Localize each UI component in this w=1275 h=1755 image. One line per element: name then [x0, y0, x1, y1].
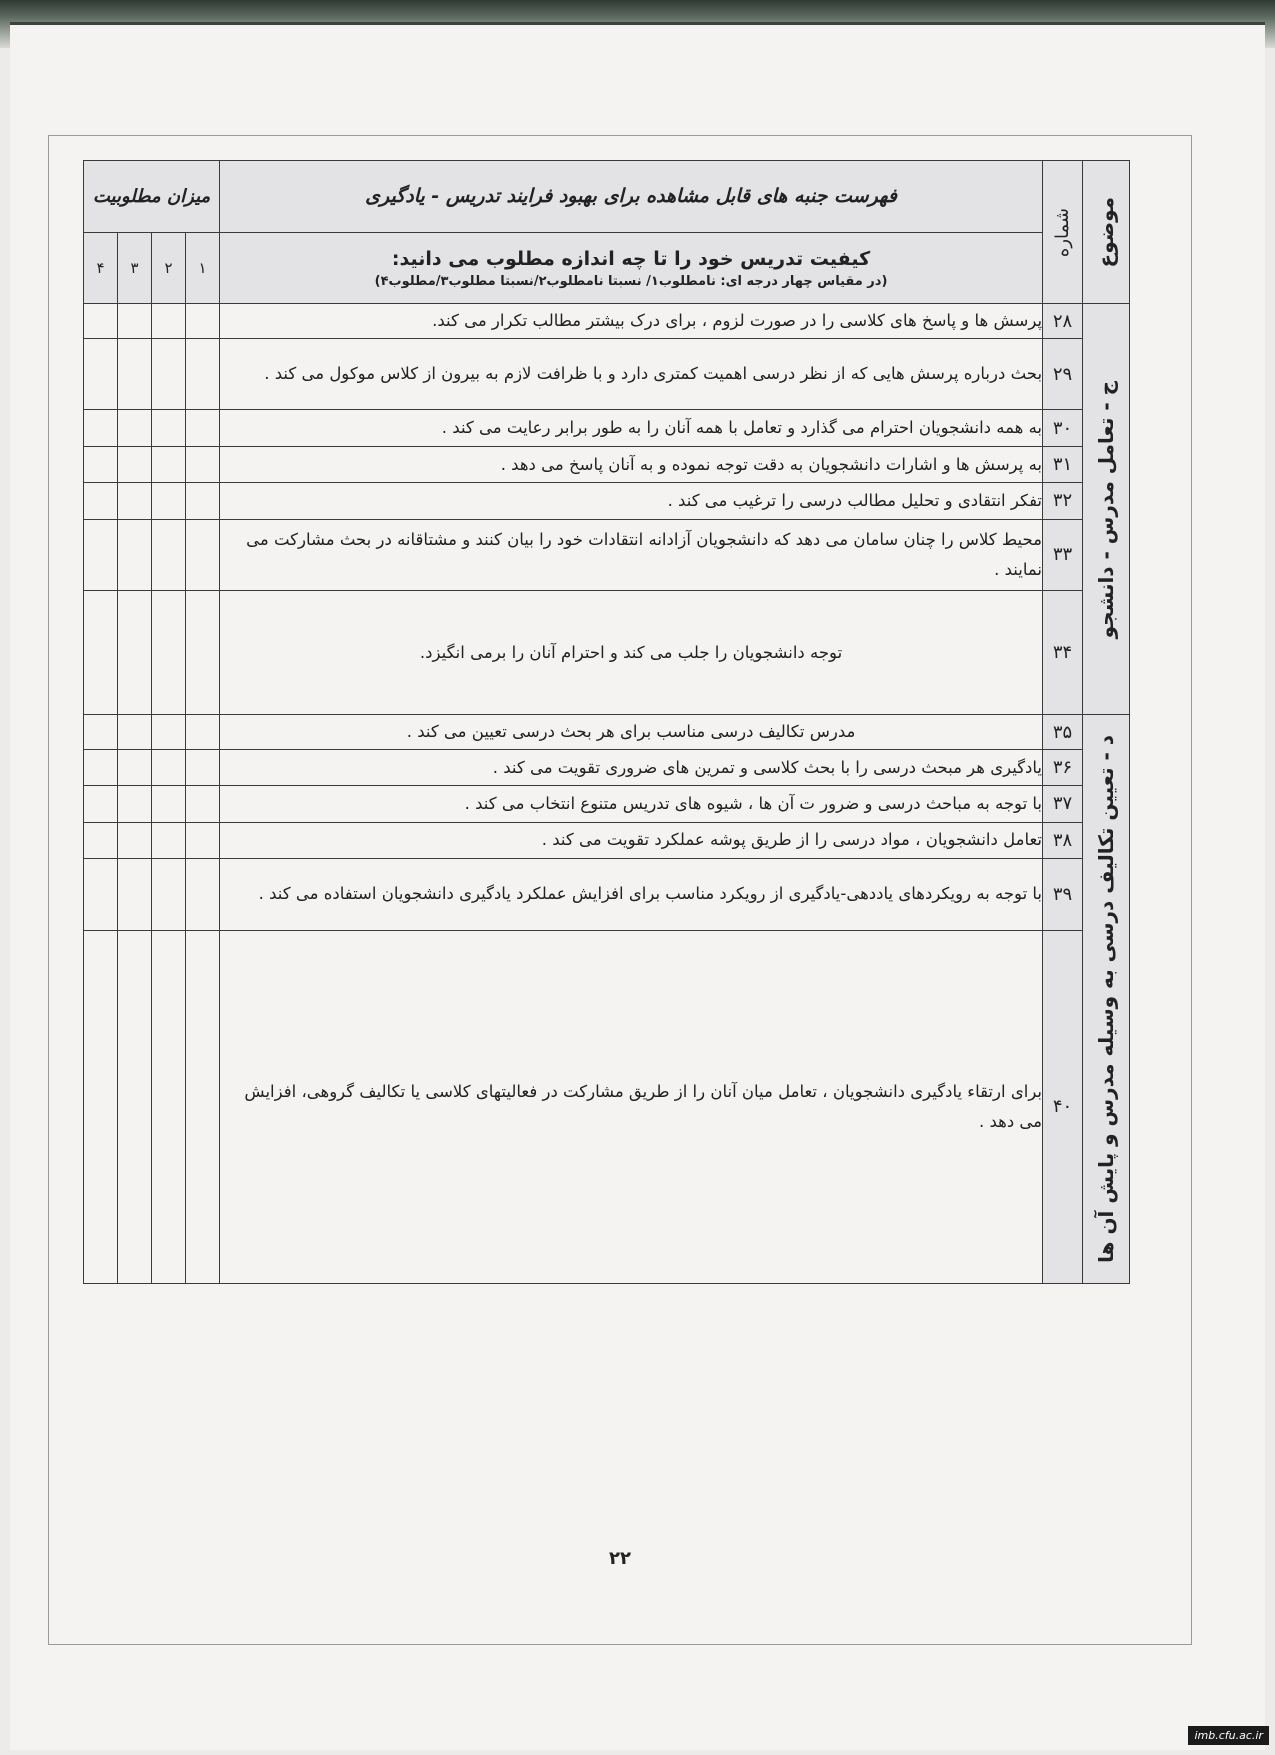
- item-text: توجه دانشجویان را جلب می کند و احترام آنان را برمی انگیزد.: [220, 591, 1043, 715]
- number-header: شماره: [1043, 161, 1083, 304]
- rating-scale: (در مقیاس چهار درجه ای: نامطلوب۱/ نسبتا نامطلوب۲/نسبتا مطلوب۳/مطلوب۴): [374, 273, 888, 289]
- rating-cell[interactable]: [186, 446, 220, 482]
- rating-cell[interactable]: [84, 930, 118, 1283]
- rating-cell[interactable]: [186, 591, 220, 715]
- rating-4-header: ۴: [84, 232, 118, 304]
- question: کیفیت تدریس خود را تا چه اندازه مطلوب می دانید:: [391, 247, 871, 270]
- rating-cell[interactable]: [84, 858, 118, 930]
- rating-cell[interactable]: [186, 338, 220, 410]
- item-text: برای ارتقاء یادگیری دانشجویان ، تعامل میان آنان را از طریق مشارکت در فعالیتهای کلاسی یا تکالیف گروهی، افزایش می دهد .: [220, 930, 1043, 1283]
- rating-cell[interactable]: [186, 786, 220, 822]
- rating-cell[interactable]: [84, 410, 118, 446]
- section-c-title: ج - تعامل مدرس - دانشجو: [1083, 304, 1130, 715]
- item-text: مدرس تکالیف درسی مناسب برای هر بحث درسی تعیین می کند .: [220, 715, 1043, 749]
- rating-cell[interactable]: [118, 519, 152, 591]
- rating-cell[interactable]: [118, 749, 152, 785]
- evaluation-table: [83, 160, 1130, 1284]
- rating-cell[interactable]: [186, 519, 220, 591]
- rating-cell[interactable]: [152, 591, 186, 715]
- item-number: ۳۹: [1043, 858, 1083, 930]
- rating-cell[interactable]: [152, 786, 186, 822]
- item-text: پرسش ها و پاسخ های کلاسی را در صورت لزوم ، برای درک بیشتر مطالب تکرار می کند.: [220, 304, 1043, 338]
- page-number: ۲۲: [609, 1548, 631, 1569]
- rating-cell[interactable]: [84, 715, 118, 749]
- item-number: ۳۰: [1043, 410, 1083, 446]
- item-number: ۳۸: [1043, 822, 1083, 858]
- rating-cell[interactable]: [152, 338, 186, 410]
- rating-cell[interactable]: [186, 483, 220, 519]
- rating-cell[interactable]: [152, 930, 186, 1283]
- rating-cell[interactable]: [152, 858, 186, 930]
- rating-cell[interactable]: [118, 591, 152, 715]
- item-text: تفکر انتقادی و تحلیل مطالب درسی را ترغیب می کند .: [220, 483, 1043, 519]
- item-number: ۲۸: [1043, 304, 1083, 338]
- rating-cell[interactable]: [152, 715, 186, 749]
- site-watermark: imb.cfu.ac.ir: [1188, 1726, 1269, 1745]
- rating-cell[interactable]: [152, 822, 186, 858]
- rating-cell[interactable]: [84, 519, 118, 591]
- item-number: ۲۹: [1043, 338, 1083, 410]
- rating-cell[interactable]: [118, 410, 152, 446]
- requirement-header: میزان مطلوبیت: [84, 161, 220, 233]
- item-number: ۳۱: [1043, 446, 1083, 482]
- rating-cell[interactable]: [152, 483, 186, 519]
- item-number: ۳۶: [1043, 749, 1083, 785]
- rating-cell[interactable]: [84, 822, 118, 858]
- rating-3-header: ۳: [118, 232, 152, 304]
- rating-cell[interactable]: [118, 446, 152, 482]
- item-text: تعامل دانشجویان ، مواد درسی را از طریق پوشه عملکرد تقویت می کند .: [220, 822, 1043, 858]
- rating-cell[interactable]: [118, 786, 152, 822]
- rating-cell[interactable]: [118, 822, 152, 858]
- rating-cell[interactable]: [84, 749, 118, 785]
- rating-cell[interactable]: [152, 519, 186, 591]
- rating-cell[interactable]: [118, 304, 152, 338]
- rating-1-header: ۱: [186, 232, 220, 304]
- rating-cell[interactable]: [186, 410, 220, 446]
- item-text: با توجه به رویکردهای یاددهی-یادگیری از رویکرد مناسب برای افزایش عملکرد یادگیری دانشجویان استفاده می کند .: [220, 858, 1043, 930]
- item-number: ۳۷: [1043, 786, 1083, 822]
- rating-cell[interactable]: [152, 446, 186, 482]
- rating-cell[interactable]: [118, 858, 152, 930]
- rating-cell[interactable]: [186, 715, 220, 749]
- rating-cell[interactable]: [84, 446, 118, 482]
- rating-cell[interactable]: [118, 338, 152, 410]
- rating-cell[interactable]: [118, 930, 152, 1283]
- subject-header: موضوع: [1083, 161, 1130, 304]
- item-number: ۳۳: [1043, 519, 1083, 591]
- rating-2-header: ۲: [152, 232, 186, 304]
- rating-cell[interactable]: [84, 483, 118, 519]
- rating-cell[interactable]: [84, 338, 118, 410]
- item-number: ۳۲: [1043, 483, 1083, 519]
- rating-cell[interactable]: [186, 930, 220, 1283]
- rating-cell[interactable]: [152, 304, 186, 338]
- rating-cell[interactable]: [118, 715, 152, 749]
- rating-cell[interactable]: [118, 483, 152, 519]
- item-text: به همه دانشجویان احترام می گذارد و تعامل با همه آنان را به طور برابر رعایت می کند .: [220, 410, 1043, 446]
- item-text: یادگیری هر مبحث درسی را با بحث کلاسی و تمرین های ضروری تقویت می کند .: [220, 749, 1043, 785]
- item-number: ۴۰: [1043, 930, 1083, 1283]
- rating-cell[interactable]: [84, 591, 118, 715]
- item-number: ۳۴: [1043, 591, 1083, 715]
- rating-cell[interactable]: [84, 786, 118, 822]
- item-text: محیط کلاس را چنان سامان می دهد که دانشجویان آزادانه انتقادات خود را بیان کنند و مشتاقانه در بحث مشارکت می نمایند .: [220, 519, 1043, 591]
- rating-cell[interactable]: [152, 749, 186, 785]
- rating-cell[interactable]: [152, 410, 186, 446]
- rating-cell[interactable]: [186, 749, 220, 785]
- item-text: به پرسش ها و اشارات دانشجویان به دقت توجه نموده و به آنان پاسخ می دهد .: [220, 446, 1043, 482]
- table-title: فهرست جنبه های قابل مشاهده برای بهبود فرایند تدریس - یادگیری: [220, 161, 1043, 233]
- item-text: بحث درباره پرسش هایی که از نظر درسی اهمیت کمتری دارد و با ظرافت لازم به بیرون از کلاس موکول می کند .: [220, 338, 1043, 410]
- rating-cell[interactable]: [84, 304, 118, 338]
- item-text: با توجه به مباحث درسی و ضرور ت آن ها ، شیوه های تدریس متنوع انتخاب می کند .: [220, 786, 1043, 822]
- item-number: ۳۵: [1043, 715, 1083, 749]
- question-cell: [220, 232, 1043, 304]
- rating-cell[interactable]: [186, 822, 220, 858]
- rating-cell[interactable]: [186, 858, 220, 930]
- section-d-title: د - تعیین تکالیف درسی به وسیله مدرس و پایش آن ها: [1083, 715, 1130, 1284]
- rating-cell[interactable]: [186, 304, 220, 338]
